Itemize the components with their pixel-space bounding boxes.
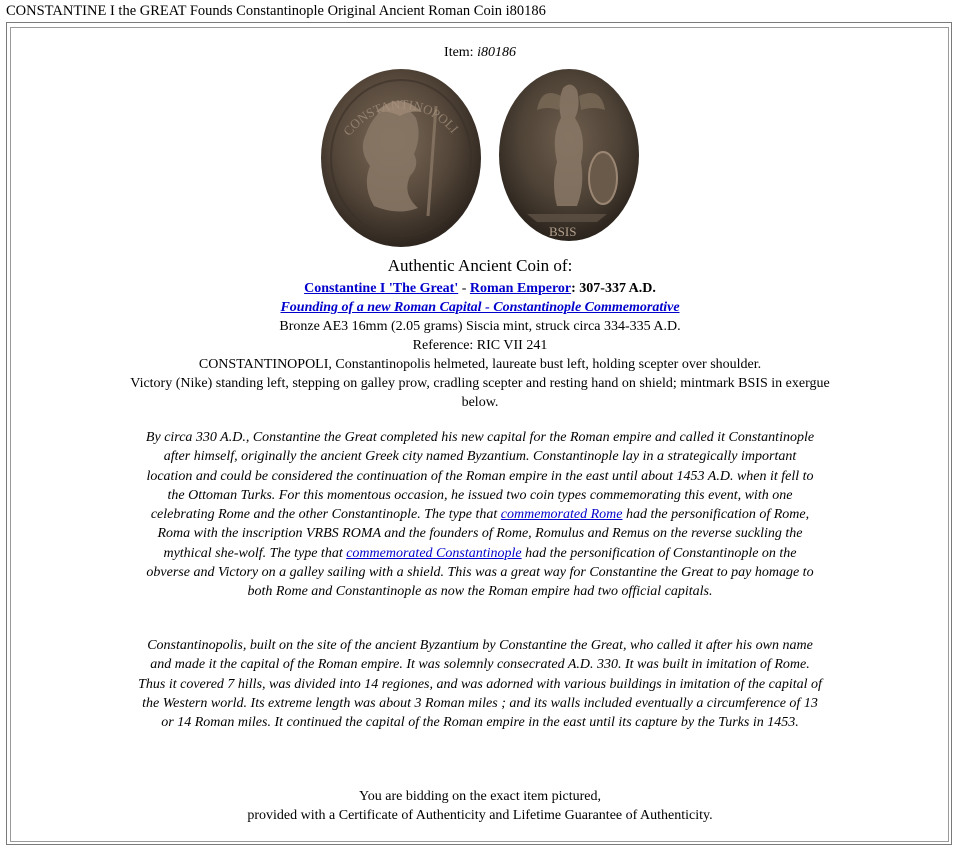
ruler-link[interactable]: Constantine I 'The Great' — [304, 281, 459, 296]
para-one-part2: had the personification of Rome, Roma with the inscription VRBS ROMA and the founders of Rome, Romulus and Remus on the reverse suckling the mythical she-wolf. The type that — [157, 507, 810, 561]
reference-line: Reference: RIC VII 241 — [412, 338, 548, 353]
specs-line: Bronze AE3 16mm (2.05 grams) Siscia mint, struck circa 334-335 A.D. — [279, 319, 681, 334]
para-one-part1: By circa 330 A.D., Constantine the Great completed his new capital for the Roman empire and called it Constantinople after himself, originally the ancient Greek city named Byzantium. Constantinople lay in a strategically important location and could be considered the continuation of the Roman empire in the east until about 1453 A.D. when it fell to the Ottoman Turks. For this momentous occasion, he issued two coin types commemorating this event, with one celebrating Rome and the other Constantinople. The type that — [145, 430, 815, 523]
footer-line-two: provided with a Certificate of Authenticity and Lifetime Guarantee of Authenticity. — [247, 808, 713, 823]
title-link[interactable]: Roman Emperor — [469, 281, 572, 296]
ruler-line — [120, 279, 840, 298]
heading: Authentic Ancient Coin of: — [387, 256, 573, 275]
subtitle-link[interactable]: Founding of a new Roman Capital - Constantinople Commemorative — [280, 300, 680, 315]
page-title: CONSTANTINE I the GREAT Founds Constantinople Original Ancient Roman Coin i80186 — [6, 3, 546, 19]
reverse-line: Victory (Nike) standing left, stepping on galley prow, cradling scepter and resting hand on shield; mintmark BSIS in exergue below. — [130, 376, 830, 410]
para-one-part3: had the personification of Constantinople on the obverse and Victory on a galley sailing with a shield. This was a great way for Constantine the Great to pay homage to both Rome and Constantinople as now the Roman empire had two official capitals. — [146, 545, 814, 600]
history-paragraph-one — [140, 428, 820, 602]
obverse-legend: CONSTANTINOPOLI — [339, 96, 462, 139]
galley-prow — [527, 214, 607, 222]
reign-dates: 307-337 A.D. — [579, 281, 656, 296]
coin-obverse-image — [318, 66, 484, 250]
item-label: Item: — [444, 45, 474, 60]
history-paragraph-two: Constantinopolis, built on the site of the ancient Byzantium by Constantine the Great, who called it after his own name and made it the capital of the Roman empire. It was solemnly consecrated A.D. 330. It was built in imitation of Rome. Thus it covered 7 hills, was divided into 14 regiones, and was adorned with various buildings in imitation of the capital of the Western world. Its extreme length was about 3 Roman miles ; and its walls included eventually a circumference of 13 or 14 Roman miles. It continued the capital of the Roman empire in the east until its capture by the Turks in 1453. — [138, 638, 822, 731]
item-number: i80186 — [477, 45, 516, 60]
mintmark: BSIS — [549, 224, 577, 239]
footer-line-one: You are bidding on the exact item pictured, — [359, 789, 601, 804]
subtitle-line — [120, 298, 840, 317]
commemorated-rome-link[interactable]: commemorated Rome — [500, 507, 623, 523]
obverse-line: CONSTANTINOPOLI, Constantinopolis helmeted, laureate bust left, holding scepter over shoulder. — [198, 357, 762, 372]
commemorated-constantinople-link[interactable]: commemorated Constantinople — [346, 545, 522, 561]
footer — [120, 787, 840, 825]
item-line — [0, 44, 960, 62]
coin-details — [120, 279, 840, 412]
ruler-separator: - — [458, 281, 470, 296]
coin-reverse-image — [497, 66, 641, 244]
shield — [589, 152, 617, 204]
dates-colon: : — [571, 281, 580, 296]
